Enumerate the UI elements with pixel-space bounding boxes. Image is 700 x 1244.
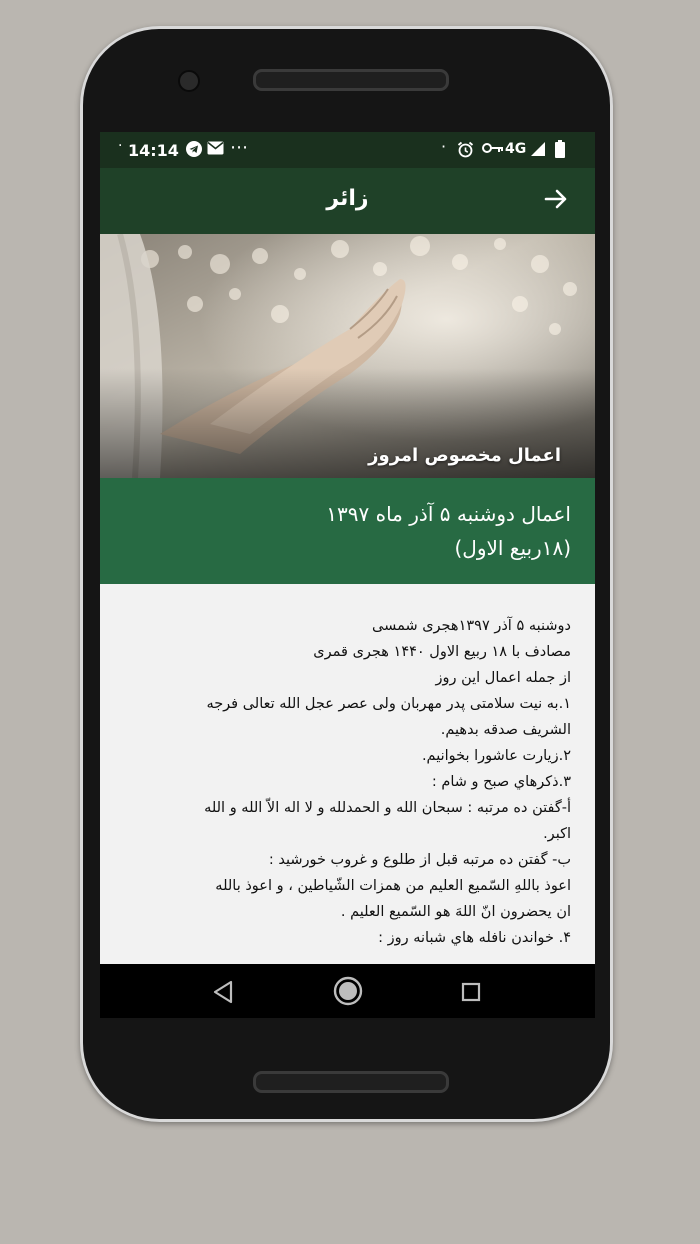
screen	[100, 132, 595, 1018]
more-notifications-icon: ⋯	[230, 137, 248, 158]
navigation-bar	[100, 964, 595, 1018]
hero-caption: اعمال مخصوص امروز	[368, 445, 561, 466]
hero-image	[100, 234, 595, 478]
nav-back-button[interactable]	[209, 978, 239, 1006]
content-line: ب- گفتن ده مرتبه قبل از طلوع و غروب خورشید :	[268, 852, 571, 868]
app-bar	[100, 168, 595, 234]
content-text[interactable]	[100, 584, 595, 964]
circle-home-icon	[332, 975, 364, 1007]
content-line: دوشنبه ۵ آذر ۱۳۹۷هجری شمسی	[372, 618, 571, 634]
content-line: ۳.ذکرهاي صبح و شام :	[431, 774, 571, 790]
signal-icon	[530, 141, 546, 161]
back-button[interactable]	[541, 184, 571, 214]
content-line: ان یحضرون انّ اللهَ هو السّمیع العلیم .	[340, 904, 571, 920]
status-time: 14:14	[128, 141, 179, 160]
status-dot-icon: ·	[441, 137, 447, 156]
app-title: زائر	[326, 186, 369, 211]
status-bar	[100, 132, 595, 168]
network-type-label: 4G	[505, 141, 527, 157]
date-banner	[100, 478, 595, 584]
front-camera	[178, 70, 200, 92]
content-line: از جمله اعمال این روز	[435, 670, 571, 686]
content-line: الشریف صدقه بدهیم.	[440, 722, 571, 738]
content-line: اعوذ باللهِ السّمیع العلیم من همزات الشّیاطین ، و اعوذ بالله	[215, 878, 571, 894]
nav-recents-button[interactable]	[456, 978, 486, 1006]
alarm-icon	[457, 141, 474, 162]
banner-title: اعمال دوشنبه ۵ آذر ماه ۱۳۹۷	[326, 502, 571, 526]
triangle-back-icon	[209, 978, 239, 1006]
telegram-icon	[186, 141, 202, 161]
content-line: أ-گفتن ده مرتبه : سبحان الله و الحمدلله و لا اله الاّ الله و الله	[204, 800, 571, 816]
content-line: مصادف با ۱۸ ربیع الاول ۱۴۴۰ هجری قمری	[313, 644, 571, 660]
top-speaker	[253, 69, 449, 91]
nav-home-button[interactable]	[332, 975, 364, 1007]
battery-icon	[555, 140, 565, 162]
content-line: ۴. خواندن نافله هاي شبانه روز :	[378, 930, 571, 946]
praying-hands-image	[100, 234, 595, 478]
square-recents-icon	[456, 978, 486, 1006]
content-line: ۲.زیارت عاشورا بخوانیم.	[421, 748, 571, 764]
arrow-right-icon	[541, 184, 571, 214]
vpn-key-icon	[482, 141, 504, 159]
content-line: اکبر.	[543, 826, 571, 842]
banner-subtitle: (۱۸ربیع الاول)	[454, 536, 571, 560]
mail-icon	[207, 141, 224, 159]
status-dot-icon: ·	[118, 138, 123, 154]
content-line: ۱.به نیت سلامتی پدر مهربان ولی عصر عجل الله تعالی فرجه	[206, 696, 571, 712]
bottom-speaker	[253, 1071, 449, 1093]
